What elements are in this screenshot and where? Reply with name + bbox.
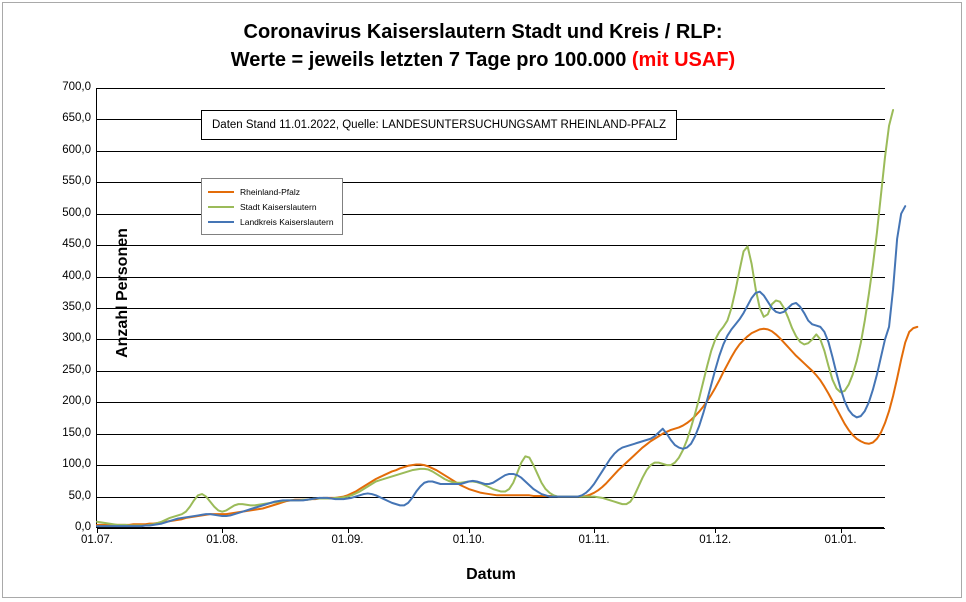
- gridline: [97, 528, 885, 529]
- y-tick-label: 100,0: [62, 458, 91, 471]
- series-line: [97, 327, 917, 525]
- y-tick-label: 200,0: [62, 395, 91, 408]
- chart-title-line2-main: Werte = jeweils letzten 7 Tage pro 100.000: [230, 49, 632, 71]
- x-tick-label: 01.11.: [578, 534, 610, 546]
- y-tick-label: 300,0: [62, 332, 91, 345]
- legend-item: [208, 214, 334, 229]
- y-tick-label: 150,0: [62, 426, 91, 439]
- x-tick-label: 01.10.: [452, 534, 485, 546]
- legend-item: [208, 184, 334, 199]
- y-tick-label: 500,0: [62, 206, 91, 219]
- y-tick-label: 0,0: [75, 521, 91, 533]
- x-tick-mark: [469, 528, 470, 533]
- x-tick-label: 01.12.: [699, 534, 732, 546]
- legend-item: [208, 199, 334, 214]
- series-line: [97, 110, 893, 525]
- y-tick-label: 250,0: [62, 363, 91, 376]
- x-tick-label: 01.08.: [206, 534, 239, 546]
- legend-label: Rheinland-Pfalz: [240, 186, 301, 197]
- chart-title-line2: [0, 46, 966, 74]
- y-tick-label: 650,0: [62, 112, 91, 125]
- chart-title-line1: Coronavirus Kaiserslautern Stadt und Kreis / RLP:: [243, 21, 723, 43]
- x-tick-label: 01.01.: [824, 534, 857, 546]
- y-tick-label: 450,0: [62, 238, 91, 251]
- y-tick-label: 550,0: [62, 175, 91, 188]
- legend-color-swatch: [208, 221, 234, 223]
- x-tick-mark: [841, 528, 842, 533]
- x-tick-label: 01.09.: [331, 534, 364, 546]
- chart-legend: [201, 178, 343, 235]
- legend-color-swatch: [208, 191, 234, 193]
- chart-title: [0, 18, 966, 74]
- legend-label: Landkreis Kaiserslautern: [240, 216, 334, 227]
- legend-label: Stadt Kaiserslautern: [240, 201, 317, 212]
- x-axis-label: Datum: [466, 566, 516, 583]
- x-tick-mark: [594, 528, 595, 533]
- x-tick-label: 01.07.: [81, 534, 113, 546]
- y-tick-label: 400,0: [62, 269, 91, 282]
- y-tick-label: 350,0: [62, 301, 91, 313]
- series-line: [97, 206, 905, 526]
- x-tick-mark: [715, 528, 716, 533]
- x-tick-mark: [348, 528, 349, 533]
- legend-color-swatch: [208, 206, 234, 208]
- y-tick-label: 600,0: [62, 143, 91, 156]
- source-note-box: [201, 110, 677, 140]
- x-tick-mark: [222, 528, 223, 533]
- y-tick-label: 700,0: [62, 81, 91, 93]
- y-tick-label: 50,0: [68, 489, 91, 502]
- chart-title-usaf-highlight: (mit USAF): [631, 49, 736, 71]
- x-tick-mark: [97, 528, 98, 533]
- y-axis-label: Anzahl Personen: [114, 228, 131, 358]
- plot-area: [62, 81, 884, 583]
- data-series-layer: [97, 88, 885, 528]
- source-note-text: Daten Stand 11.01.2022, Quelle: LANDESUNTERSUCHUNGSAMT RHEINLAND-PFALZ: [212, 119, 666, 131]
